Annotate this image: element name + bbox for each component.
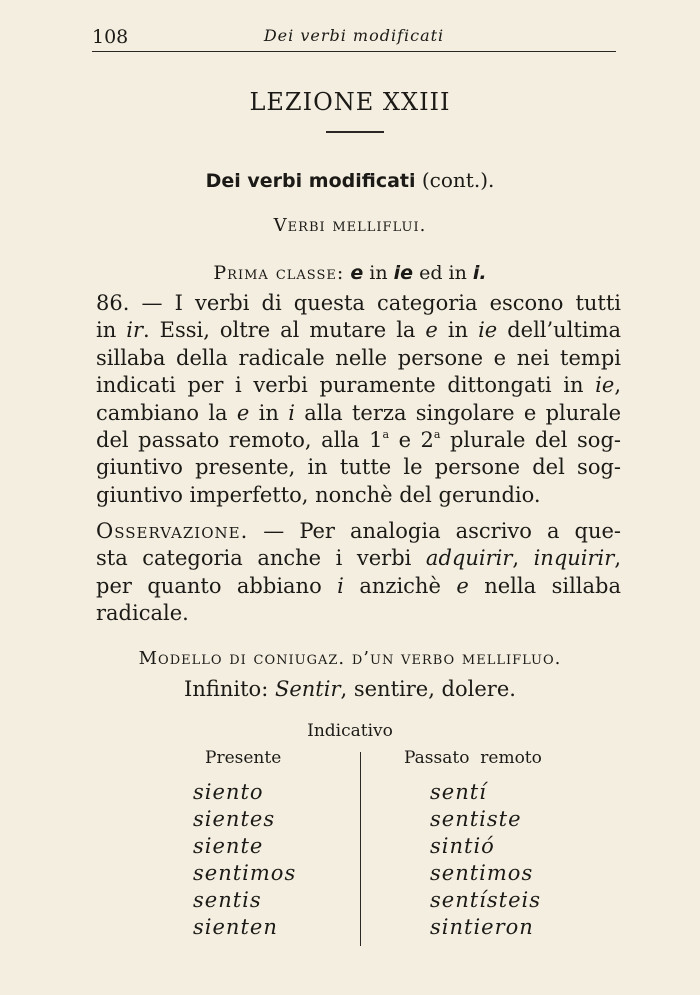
- header-rule: [92, 51, 616, 52]
- chapter-heading-rest: (cont.).: [415, 168, 495, 192]
- paragraph-86: [96, 290, 621, 509]
- conjugation-form: siento: [193, 780, 264, 804]
- text-run: in: [249, 400, 289, 425]
- text-run: per quanto abbiano: [96, 573, 338, 598]
- text-run: nella sillaba: [468, 573, 621, 598]
- paragraph-line: [96, 400, 621, 427]
- paragraph-line: sillaba della radicale nelle persone e nei tempi: [96, 345, 621, 370]
- text-run: sta categoria anche i verbi: [96, 546, 426, 571]
- italic-run: inquirir: [533, 546, 615, 571]
- running-title: Dei verbi modificati: [263, 26, 445, 45]
- heading-period: .: [479, 262, 487, 284]
- italic-run: ir: [126, 318, 143, 343]
- observation-label: Osservazione.: [96, 519, 249, 543]
- italic-run: ie: [478, 318, 498, 343]
- passato-remoto-forms: [430, 779, 541, 941]
- paragraph-line: giuntivo presente, in tutte le persone del sog-: [96, 455, 621, 480]
- text-run: anzichè: [343, 573, 457, 598]
- conjugation-form: sentiste: [430, 807, 522, 831]
- class-heading: [0, 262, 700, 284]
- mood-heading: Indicativo: [307, 721, 393, 741]
- conjugation-form: sentis: [193, 888, 262, 912]
- connector-in: in: [363, 262, 394, 284]
- text-run: ,: [512, 546, 534, 571]
- page-number: 108: [92, 26, 129, 48]
- lesson-title: LEZIONE XXIII: [249, 88, 451, 116]
- conjugation-form: sentí: [430, 780, 487, 804]
- paragraph-line: [96, 427, 621, 454]
- text-run: — Per analogia ascrivo a que-: [248, 519, 621, 543]
- presente-forms: [193, 779, 296, 941]
- conjugation-form: sentísteis: [430, 888, 542, 912]
- column-heading-passato-remoto: Passato remoto: [404, 748, 542, 768]
- vowel-ie: ie: [393, 262, 414, 284]
- text-run: . Essi, oltre al mutare la: [143, 318, 426, 343]
- model-heading: Modello di coniugaz. d’un verbo mellifluo.: [138, 648, 562, 669]
- paragraph-line: [96, 518, 621, 545]
- italic-run: adquirir: [425, 546, 513, 571]
- conjugation-form: sentimos: [430, 861, 534, 885]
- superscript: a: [382, 428, 390, 442]
- text-run: ,: [614, 373, 621, 398]
- paragraph-line: [96, 545, 621, 572]
- connector-ed-in: ed in: [413, 262, 473, 284]
- observation-paragraph: [96, 518, 621, 628]
- title-rule: [326, 131, 384, 133]
- text-run: del passato remoto, alla 1: [96, 428, 383, 453]
- paragraph-line: [96, 317, 621, 344]
- chapter-heading: [0, 168, 700, 192]
- conjugation-form: sienten: [193, 915, 278, 939]
- italic-run: i: [288, 400, 295, 425]
- conjugation-form: siente: [193, 834, 264, 858]
- text-run: dell’ultima: [497, 318, 622, 343]
- infinitive-gloss: , sentire, dolere.: [340, 677, 516, 701]
- class-label: Prima classe:: [213, 262, 345, 284]
- text-run: plurale del sog-: [440, 428, 621, 453]
- column-divider: [360, 752, 361, 946]
- chapter-heading-bold: Dei verbi modificati: [205, 170, 416, 192]
- section-subtitle: Verbi melliflui.: [273, 215, 427, 236]
- conjugation-form: sientes: [193, 807, 276, 831]
- paragraph-line: radicale.: [96, 601, 189, 626]
- text-run: ,: [614, 546, 621, 571]
- italic-run: i: [337, 573, 344, 598]
- text-run: alla terza singolare e plurale: [294, 400, 621, 425]
- text-run: cambiano la: [96, 400, 237, 425]
- superscript: a: [433, 428, 441, 442]
- text-run: e 2: [389, 428, 434, 453]
- text-run: in: [96, 318, 127, 343]
- column-heading-presente: Presente: [205, 748, 282, 768]
- conjugation-form: sentimos: [193, 861, 297, 885]
- paragraph-line: [96, 372, 621, 399]
- text-run: indicati per i verbi puramente dittongati in: [96, 373, 596, 398]
- paragraph-line: 86. — I verbi di questa categoria escono tutti: [96, 291, 621, 315]
- conjugation-form: sintió: [430, 834, 495, 858]
- infinitive-line: [0, 677, 700, 701]
- infinitive-label: Infinito:: [184, 677, 275, 701]
- running-head: [92, 26, 616, 52]
- vowel-i: i: [472, 262, 480, 284]
- italic-run: e: [425, 318, 438, 343]
- vowel-e: e: [350, 262, 364, 284]
- italic-run: ie: [595, 373, 615, 398]
- conjugation-form: sintieron: [430, 915, 534, 939]
- paragraph-line: giuntivo imperfetto, nonchè del gerundio.: [96, 482, 541, 507]
- italic-run: e: [456, 573, 469, 598]
- paragraph-line: [96, 573, 621, 600]
- text-run: in: [437, 318, 479, 343]
- infinitive-verb: Sentir: [274, 677, 341, 701]
- italic-run: e: [236, 400, 250, 425]
